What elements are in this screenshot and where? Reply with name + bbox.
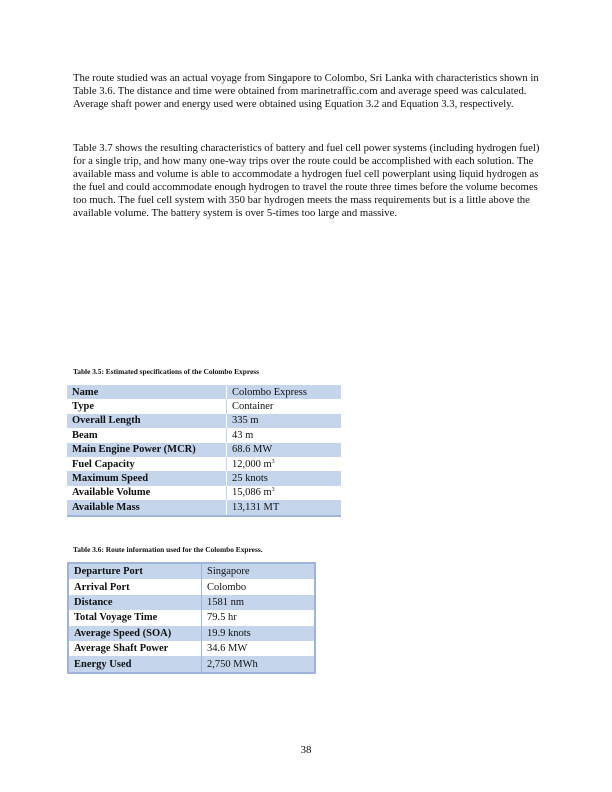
table-row <box>68 563 315 579</box>
row-value <box>202 595 316 610</box>
row-value <box>227 428 342 442</box>
row-value <box>227 399 342 413</box>
table-caption: Table 3.6: Route information used for the Colombo Express. <box>73 545 263 554</box>
row-value <box>227 385 342 399</box>
row-label: Departure Port <box>68 563 202 579</box>
row-label: Average Shaft Power <box>68 641 202 656</box>
row-label: Name <box>67 385 227 399</box>
row-label: Energy Used <box>68 656 202 672</box>
row-value <box>227 500 342 515</box>
row-value <box>227 486 342 500</box>
table-row <box>68 610 315 625</box>
row-label: Available Volume <box>67 486 227 500</box>
row-value <box>202 610 316 625</box>
row-value-text: 2,750 MWh <box>207 658 258 670</box>
row-value-text: 13,131 MT <box>232 501 280 513</box>
row-label: Total Voyage Time <box>68 610 202 625</box>
row-value-text: 335 m <box>232 415 259 427</box>
table-row <box>67 486 341 500</box>
row-label: Main Engine Power (MCR) <box>67 443 227 457</box>
row-value-text: Singapore <box>207 566 250 578</box>
table-row <box>67 457 341 471</box>
row-value-text: Colombo Express <box>232 386 307 398</box>
row-value <box>227 443 342 457</box>
row-value <box>227 414 342 428</box>
row-value-text: 79.5 hr <box>207 612 237 624</box>
table-caption: Table 3.5: Estimated specifications of the Colombo Express <box>73 367 259 376</box>
table-row <box>68 656 315 672</box>
unit-superscript: 3 <box>271 487 275 494</box>
row-value-text: 68.6 MW <box>232 444 273 456</box>
row-label: Average Speed (SOA) <box>68 626 202 641</box>
row-value <box>202 641 316 656</box>
table-row <box>68 595 315 610</box>
row-value-text: 12,000 m <box>232 458 272 470</box>
table-row <box>67 443 341 457</box>
row-label: Available Mass <box>67 500 227 515</box>
row-value <box>202 579 316 594</box>
table-row <box>67 399 341 413</box>
row-value-text: Colombo <box>207 581 247 593</box>
row-value-text: 19.9 knots <box>207 627 251 639</box>
row-value <box>227 471 342 485</box>
row-value <box>202 626 316 641</box>
table-row <box>67 385 341 399</box>
row-value-text: 15,086 m <box>232 487 272 499</box>
table-row <box>67 500 341 515</box>
row-label: Fuel Capacity <box>67 457 227 471</box>
page-number: 38 <box>300 744 312 756</box>
row-value-text: 1581 nm <box>207 596 245 608</box>
row-label: Beam <box>67 428 227 442</box>
table-row <box>68 641 315 656</box>
table-row <box>67 471 341 485</box>
table-row <box>68 626 315 641</box>
row-value <box>227 457 342 471</box>
row-label: Type <box>67 399 227 413</box>
table-row <box>67 428 341 442</box>
row-label: Arrival Port <box>68 579 202 594</box>
row-label: Distance <box>68 595 202 610</box>
row-value-text: Container <box>232 401 274 413</box>
body-paragraph: The route studied was an actual voyage from Singapore to Colombo, Sri Lanka with characteristics shown in Table 3.6. The distance and time were obtained from marinetraffic.com and average speed was calculated. Average shaft power and energy used were obtained using Equation 3.2 and Equation 3.3, respectively. <box>73 72 539 110</box>
row-value <box>202 656 316 672</box>
row-value <box>202 563 316 579</box>
row-value-text: 25 knots <box>232 473 268 485</box>
specifications-table <box>67 385 341 517</box>
body-paragraph: Table 3.7 shows the resulting characteristics of battery and fuel cell power systems (including hydrogen fuel) for a single trip, and how many one-way trips over the route could be accomplished with each solution. The available mass and volume is able to accommodate a hydrogen fuel cell powerplant using liquid hydrogen as the fuel and could accommodate enough hydrogen to travel the route three times before the volume becomes too much. The fuel cell system with 350 bar hydrogen meets the mass requirements but is a little above the available volume. The battery system is over 5-times too large and massive. <box>73 142 540 219</box>
row-label: Maximum Speed <box>67 471 227 485</box>
row-value-text: 43 m <box>232 429 254 441</box>
row-label: Overall Length <box>67 414 227 428</box>
row-value-text: 34.6 MW <box>207 643 248 655</box>
table-row <box>68 579 315 594</box>
unit-superscript: 3 <box>271 458 275 465</box>
route-information-table <box>67 562 316 674</box>
table-row <box>67 414 341 428</box>
